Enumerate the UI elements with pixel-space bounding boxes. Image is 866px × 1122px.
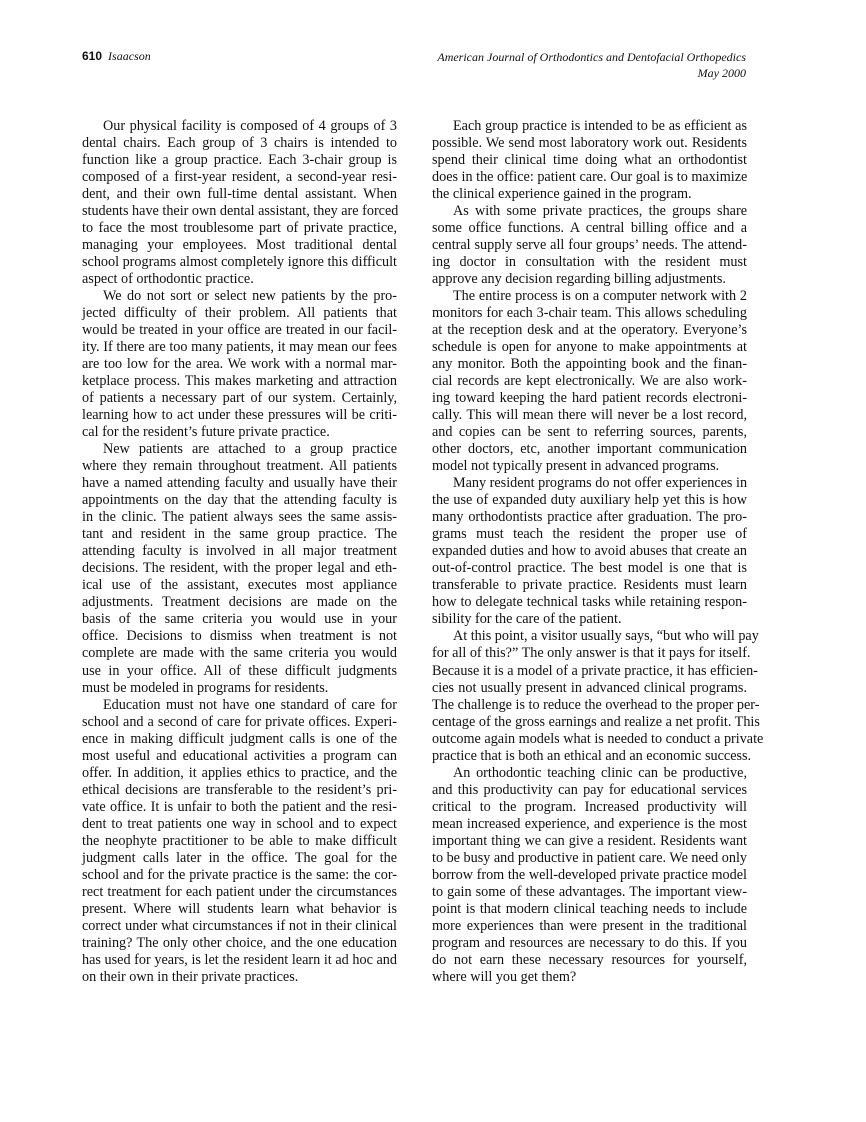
text-line: schedule is open for anyone to make appointments at — [432, 339, 747, 356]
text-line: ing toward keeping the hard patient records electroni- — [432, 390, 747, 407]
text-line: offer. In addition, it applies ethics to practice, and the — [82, 764, 397, 781]
text-line: mean increased experience, and experience is the most — [432, 815, 747, 832]
paragraph — [432, 288, 747, 475]
text-line: As with some private practices, the groups share — [453, 203, 747, 220]
text-column-right — [432, 118, 764, 986]
text-line: borrow from the well-developed private practice model — [432, 866, 747, 883]
paragraph — [82, 288, 397, 441]
paragraph — [82, 118, 397, 288]
text-line: tant and resident in the same group practice. The — [82, 526, 397, 543]
text-line: dental chairs. Each group of 3 chairs is intended to — [82, 135, 397, 152]
text-line: expanded duties and how to avoid abuses that create an — [432, 543, 747, 560]
text-line: training? The only other choice, and the one education — [82, 934, 397, 951]
text-line: ity. If there are too many patients, it may mean our fees — [82, 339, 397, 356]
text-line: school programs almost completely ignore this difficult — [82, 254, 397, 271]
text-line: transferable to private practice. Residents must learn — [432, 577, 747, 594]
text-line: and this productivity can pay for educational services — [432, 781, 747, 798]
paragraph — [432, 765, 747, 986]
text-line: ethical decisions are transferable to the resident’s pri- — [82, 781, 397, 798]
paragraph — [82, 697, 397, 986]
text-line: does in the office: patient care. Our goal is to maximize — [432, 169, 748, 186]
text-line: of patients a necessary part of our system. Certainly, — [82, 390, 397, 407]
text-line: students have their own dental assistant, they are forced — [82, 203, 399, 220]
text-line: practice that is both an ethical and an economic success. — [432, 747, 752, 764]
text-line: do not earn these necessary resources for yourself, — [432, 951, 747, 968]
text-column-left — [82, 118, 397, 986]
text-line: central supply serve all four groups’ needs. The attend- — [432, 237, 747, 254]
author-name: Isaacson — [108, 49, 151, 63]
text-line: any monitor. Both the appointing book and the finan- — [432, 356, 747, 373]
text-line: most useful and educational activities a program can — [82, 747, 397, 764]
text-line: has used for years, is let the resident learn it ad hoc and — [82, 951, 397, 968]
text-line: aspect of orthodontic practice. — [82, 271, 254, 288]
text-line: would be treated in your office are treated in our facil- — [82, 322, 397, 339]
text-line: monitors for each 3-chair team. This allows scheduling — [432, 305, 747, 322]
text-line: to gain some of these advantages. The important view- — [432, 883, 747, 900]
text-line: managing your employees. Most traditional dental — [82, 237, 397, 254]
text-line: Each group practice is intended to be as efficient as — [453, 118, 747, 134]
text-line: school and a second of care for private offices. Experi- — [82, 713, 397, 730]
text-line: ical use of the assistant, executes most appliance — [82, 577, 397, 594]
page-number: 610 — [82, 49, 103, 63]
text-line: and copies can be sent to referring sources, parents, — [432, 424, 747, 441]
paragraph — [432, 203, 747, 288]
running-head-left — [82, 49, 151, 64]
text-line: the use of expanded duty auxiliary help yet this is how — [432, 492, 747, 509]
text-line: at the reception desk and at the operatory. Everyone’s — [432, 322, 747, 339]
text-line: dent to treat patients one way in school and to expect — [82, 815, 397, 832]
text-line: present. Where will students learn what behavior is — [82, 900, 397, 917]
text-line: critical to the program. Increased productivity will — [432, 798, 747, 815]
journal-title: American Journal of Orthodontics and Dentofacial Orthopedics — [437, 50, 746, 64]
text-line: Education must not have one standard of care for — [103, 696, 397, 713]
text-line: on their own in their private practices. — [82, 968, 299, 985]
text-line: function like a group practice. Each 3-chair group is — [82, 152, 397, 169]
text-line: the clinical experience gained in the program. — [432, 186, 692, 203]
text-line: are too low for the area. We work with a normal mar- — [82, 356, 397, 373]
text-line: cies not usually present in advanced clinical programs. — [432, 679, 747, 696]
text-line: school and for the private practice is the same: the cor- — [82, 866, 397, 883]
paragraph — [432, 628, 764, 764]
paragraph — [82, 441, 397, 696]
text-line: where they remain throughout treatment. All patients — [82, 458, 397, 475]
paragraph — [432, 118, 747, 203]
text-line: out-of-control practice. The best model is one that is — [432, 560, 747, 577]
text-line: ing doctor in consultation with the resident must — [432, 254, 747, 271]
text-line: more experiences than were present in the traditional — [432, 917, 747, 934]
text-line: correct under what circumstances if not in their clinical — [82, 917, 397, 934]
text-line: judgment calls later in the office. The goal for the — [82, 849, 397, 866]
text-line: The challenge is to reduce the overhead to the proper per- — [432, 696, 760, 713]
text-line: in the clinic. The patient always sees the same assis- — [82, 509, 397, 526]
text-line: rect treatment for each patient under the circumstances — [82, 883, 397, 900]
text-line: The entire process is on a computer network with 2 — [453, 288, 747, 305]
text-line: We do not sort or select new patients by the pro- — [103, 288, 397, 305]
text-line: possible. We send most laboratory work out. Residents — [432, 135, 747, 152]
text-line: New patients are attached to a group practice — [103, 441, 397, 458]
text-line: other doctors, etc, another important communication — [432, 441, 747, 458]
text-line: cally. This will mean there will never be a lost record, — [432, 407, 747, 424]
text-line: vate office. It is unfair to both the patient and the resi- — [82, 798, 397, 815]
text-line: use in your office. All of these difficult judgments — [82, 662, 397, 679]
text-line: attending faculty is involved in all major treatment — [82, 543, 397, 560]
text-line: grams must teach the resident the proper use of — [432, 526, 747, 543]
text-line: At this point, a visitor usually says, “but who will pay — [453, 628, 759, 645]
text-line: model not typically present in advanced programs. — [432, 458, 720, 475]
text-line: some office functions. A central billing office and a — [432, 220, 747, 237]
text-line: jected difficulty of their problem. All patients that — [82, 305, 397, 322]
text-line: ketplace process. This makes marketing and attraction — [82, 373, 397, 390]
text-line: complete are made with the same criteria you would — [82, 645, 397, 662]
text-line: appointments on the day that the attending faculty is — [82, 492, 397, 509]
text-line: to be busy and productive in patient care. We need only — [432, 849, 747, 866]
text-line: have a named attending faculty and usually have their — [82, 475, 397, 492]
text-line: approve any decision regarding billing adjustments. — [432, 271, 726, 288]
text-line: learning how to act under these pressures will be criti- — [82, 407, 397, 424]
text-line: for all of this?” The only answer is that it pays for itself. — [432, 645, 751, 662]
text-line: where will you get them? — [432, 968, 577, 985]
text-line: important thing we can give a resident. Residents want — [432, 832, 747, 849]
text-line: the neophyte practitioner to be able to make difficult — [82, 832, 397, 849]
running-head-right — [437, 49, 746, 81]
text-line: Because it is a model of a private practice, it has efficien- — [432, 662, 758, 679]
text-line: to face the most troublesome part of private practice, — [82, 220, 397, 237]
text-line: An orthodontic teaching clinic can be productive, — [453, 764, 747, 781]
text-line: decisions. The resident, with the proper legal and eth- — [82, 560, 397, 577]
paragraph — [432, 475, 747, 628]
text-line: composed of a first-year resident, a second-year resi- — [82, 169, 397, 186]
text-line: office. Decisions to dismiss when treatment is not — [82, 628, 397, 645]
text-line: Many resident programs do not offer experiences in — [453, 475, 748, 492]
text-line: ence in making difficult judgment calls is one of the — [82, 730, 397, 747]
text-line: adjustments. Treatment decisions are made on the — [82, 594, 397, 611]
text-line: spend their clinical time doing what an orthodontist — [432, 152, 747, 169]
text-line: program and resources are necessary to do this. If you — [432, 934, 747, 951]
text-line: how to delegate technical tasks while retaining respon- — [432, 594, 747, 611]
text-line: centage of the gross earnings and realize a net profit. This — [432, 713, 760, 730]
text-line: cal for the resident’s future private practice. — [82, 424, 330, 441]
text-line: basis of the same criteria you would use in your — [82, 611, 397, 628]
text-line: Our physical facility is composed of 4 groups of 3 — [103, 118, 397, 134]
text-line: many orthodontists practice after graduation. The pro- — [432, 509, 747, 526]
text-line: outcome again models what is needed to conduct a private — [432, 730, 764, 747]
text-line: must be modeled in programs for residents. — [82, 679, 329, 696]
text-line: dent, and their own full-time dental assistant. When — [82, 186, 397, 203]
text-line: cial records are kept electronically. We are also work- — [432, 373, 747, 390]
issue-date: May 2000 — [697, 66, 746, 80]
text-line: point is that modern clinical teaching needs to include — [432, 900, 747, 917]
text-line: sibility for the care of the patient. — [432, 611, 622, 628]
